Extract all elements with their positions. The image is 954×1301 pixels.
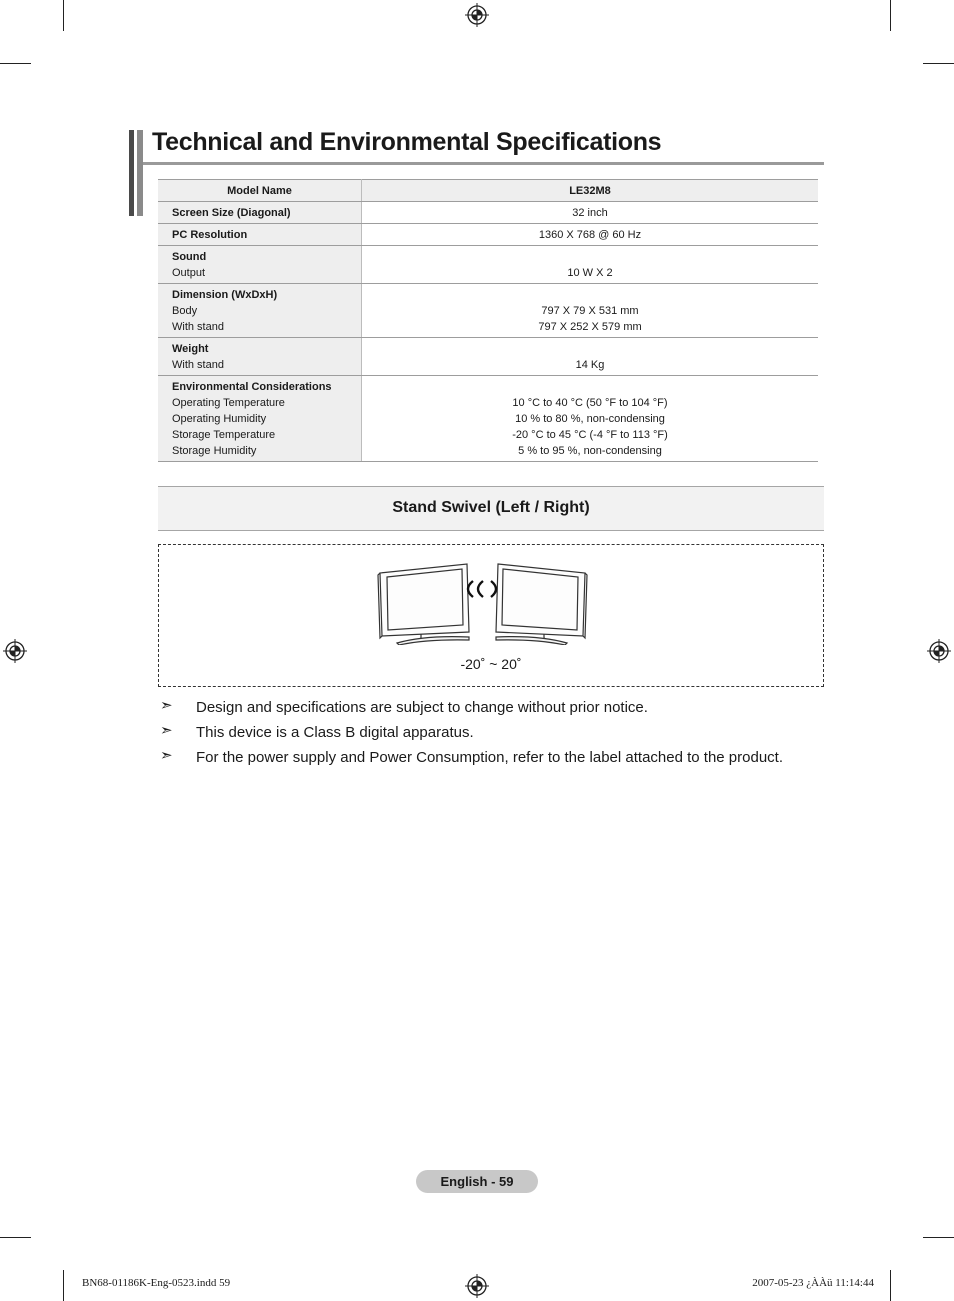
row-value: 32 inch	[572, 207, 608, 219]
row-value: 797 X 252 X 579 mm	[538, 321, 642, 333]
tv-right-icon	[496, 564, 587, 645]
title-accent-bar	[129, 130, 134, 216]
row-label: Environmental Considerations	[172, 381, 332, 393]
table-row	[158, 246, 818, 284]
table-row	[158, 376, 818, 462]
row-value: 797 X 79 X 531 mm	[541, 305, 639, 317]
swivel-section-title: Stand Swivel (Left / Right)	[392, 499, 590, 516]
row-label: Dimension (WxDxH)	[172, 289, 278, 301]
registration-mark-icon	[465, 3, 489, 27]
row-sublabel: With stand	[172, 359, 224, 371]
title-underline	[143, 162, 824, 165]
crop-mark	[923, 63, 954, 64]
header-label: Model Name	[158, 180, 362, 202]
row-label: PC Resolution	[172, 229, 248, 241]
tv-swivel-illustration	[377, 561, 589, 645]
crop-mark	[923, 1237, 954, 1238]
date-slug: 2007-05-23 ¿ÀÀü 11:14:44	[752, 1277, 874, 1289]
row-value: 5 % to 95 %, non-condensing	[518, 445, 662, 457]
note-arrow-icon: ➣	[160, 697, 173, 714]
row-value: -20 °C to 45 °C (-4 °F to 113 °F)	[512, 429, 668, 441]
row-value: 1360 X 768 @ 60 Hz	[538, 229, 642, 241]
swivel-section-header	[158, 486, 824, 531]
row-label: Sound	[172, 251, 207, 263]
row-value: 10 % to 80 %, non-condensing	[515, 413, 665, 425]
registration-mark-icon	[927, 639, 951, 663]
table-row	[158, 202, 818, 224]
row-sublabel: With stand	[172, 321, 224, 333]
row-label: Weight	[172, 343, 209, 355]
note-text: For the power supply and Power Consumption, refer to the label attached to the product.	[196, 749, 784, 766]
row-sublabel: Operating Humidity	[172, 413, 267, 425]
registration-mark-icon	[465, 1274, 489, 1298]
table-row	[158, 224, 818, 246]
page-number-badge: English - 59	[416, 1170, 538, 1193]
table-header-row	[158, 180, 818, 202]
note-text: Design and specifications are subject to change without prior notice.	[196, 699, 648, 716]
table-row	[158, 284, 818, 338]
row-value: 10 W X 2	[567, 267, 613, 279]
crop-mark	[63, 1270, 64, 1301]
title-accent-bar	[137, 130, 143, 216]
note-arrow-icon: ➣	[160, 722, 173, 739]
crop-mark	[63, 0, 64, 31]
header-value: LE32M8	[362, 180, 819, 202]
page-title: Technical and Environmental Specifications	[152, 128, 662, 156]
crop-mark	[890, 0, 891, 31]
tv-left-icon	[378, 564, 469, 645]
crop-mark	[0, 1237, 31, 1238]
row-value: 14 Kg	[575, 359, 605, 371]
registration-mark-icon	[3, 639, 27, 663]
row-sublabel: Storage Humidity	[172, 445, 257, 457]
crop-mark	[890, 1270, 891, 1301]
row-sublabel: Body	[172, 305, 198, 317]
row-sublabel: Output	[172, 267, 206, 279]
row-sublabel: Storage Temperature	[172, 429, 276, 441]
spec-table	[158, 179, 818, 462]
row-label: Screen Size (Diagonal)	[172, 207, 291, 219]
note-arrow-icon: ➣	[160, 747, 173, 764]
swivel-illustration-box	[158, 544, 824, 687]
rotation-arrow-icon	[468, 581, 496, 597]
note-text: This device is a Class B digital apparatus.	[196, 724, 474, 741]
file-slug: BN68-01186K-Eng-0523.indd 59	[82, 1277, 231, 1289]
table-row	[158, 338, 818, 376]
swivel-angle-label: -20˚ ~ 20˚	[460, 656, 522, 672]
crop-mark	[0, 63, 31, 64]
row-value: 10 °C to 40 °C (50 °F to 104 °F)	[512, 397, 668, 409]
row-sublabel: Operating Temperature	[172, 397, 285, 409]
